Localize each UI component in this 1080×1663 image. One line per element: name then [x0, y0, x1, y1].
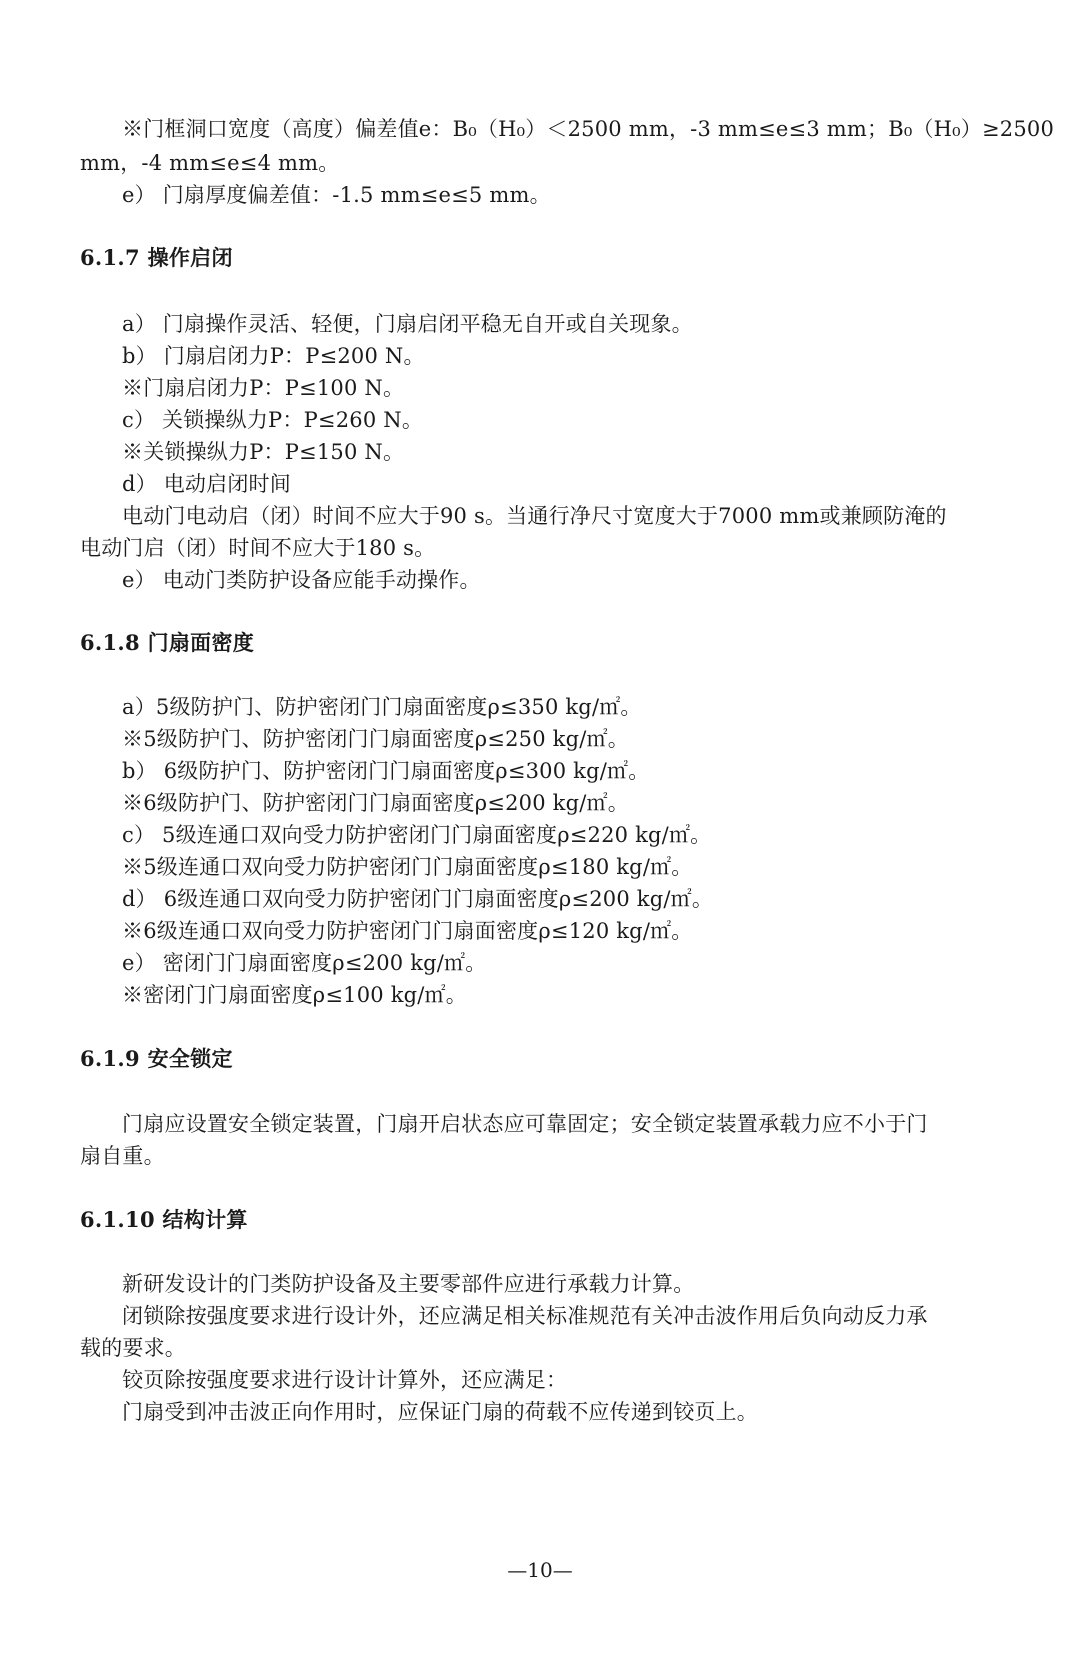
list-item: ※5级连通口双向受力防护密闭门门扇面密度ρ≤180 kg/㎡。 — [122, 855, 693, 879]
list-item: ※关锁操纵力P：P≤150 N。 — [122, 440, 405, 464]
list-item: d） 6级连通口双向受力防护密闭门门扇面密度ρ≤200 kg/㎡。 — [122, 887, 714, 911]
paragraph-line: 电动门启（闭）时间不应大于180 s。 — [80, 536, 436, 560]
paragraph-line: 载的要求。 — [80, 1336, 186, 1360]
list-item: a）5级防护门、防护密闭门门扇面密度ρ≤350 kg/㎡。 — [122, 695, 642, 719]
list-item: ※5级防护门、防护密闭门门扇面密度ρ≤250 kg/㎡。 — [122, 727, 629, 751]
text-line: e） 门扇厚度偏差值：-1.5 mm≤e≤5 mm。 — [122, 183, 551, 207]
list-item: ※密闭门门扇面密度ρ≤100 kg/㎡。 — [122, 983, 467, 1007]
text-line: ※门框洞口宽度（高度）偏差值e：B₀（H₀）＜2500 mm，-3 mm≤e≤3 mm；B₀（H₀）≥2500 — [122, 117, 1055, 141]
paragraph-line: 门扇应设置安全锁定装置，门扇开启状态应可靠固定；安全锁定装置承载力应不小于门 — [122, 1112, 928, 1136]
list-item: ※6级连通口双向受力防护密闭门门扇面密度ρ≤120 kg/㎡。 — [122, 919, 693, 943]
text-line: mm，-4 mm≤e≤4 mm。 — [80, 151, 340, 175]
list-item: d） 电动启闭时间 — [122, 472, 291, 496]
paragraph-line: 铰页除按强度要求进行设计计算外，还应满足： — [122, 1368, 568, 1392]
paragraph-line: 电动门电动启（闭）时间不应大于90 s。当通行净尺寸宽度大于7000 mm或兼顾防淹的 — [122, 504, 947, 528]
section-heading-6-1-7: 6.1.7 操作启闭 — [80, 245, 233, 270]
list-item: b） 门扇启闭力P：P≤200 N。 — [122, 344, 425, 368]
section-heading-6-1-9: 6.1.9 安全锁定 — [80, 1046, 233, 1071]
list-item: c） 关锁操纵力P：P≤260 N。 — [122, 408, 424, 432]
list-item: ※门扇启闭力P：P≤100 N。 — [122, 376, 405, 400]
section-heading-6-1-10: 6.1.10 结构计算 — [80, 1207, 248, 1232]
list-item: e） 电动门类防护设备应能手动操作。 — [122, 568, 481, 592]
paragraph-line: 门扇受到冲击波正向作用时，应保证门扇的荷载不应传递到铰页上。 — [122, 1400, 758, 1424]
paragraph-line: 扇自重。 — [80, 1144, 165, 1168]
page-number: —10— — [507, 1558, 573, 1582]
list-item: e） 密闭门门扇面密度ρ≤200 kg/㎡。 — [122, 951, 487, 975]
paragraph-line: 闭锁除按强度要求进行设计外，还应满足相关标准规范有关冲击波作用后负向动反力承 — [122, 1304, 928, 1328]
section-heading-6-1-8: 6.1.8 门扇面密度 — [80, 630, 255, 655]
paragraph-line: 新研发设计的门类防护设备及主要零部件应进行承载力计算。 — [122, 1272, 695, 1296]
list-item: b） 6级防护门、防护密闭门门扇面密度ρ≤300 kg/㎡。 — [122, 759, 650, 783]
list-item: c） 5级连通口双向受力防护密闭门门扇面密度ρ≤220 kg/㎡。 — [122, 823, 712, 847]
list-item: ※6级防护门、防护密闭门门扇面密度ρ≤200 kg/㎡。 — [122, 791, 629, 815]
list-item: a） 门扇操作灵活、轻便，门扇启闭平稳无自开或自关现象。 — [122, 312, 693, 336]
